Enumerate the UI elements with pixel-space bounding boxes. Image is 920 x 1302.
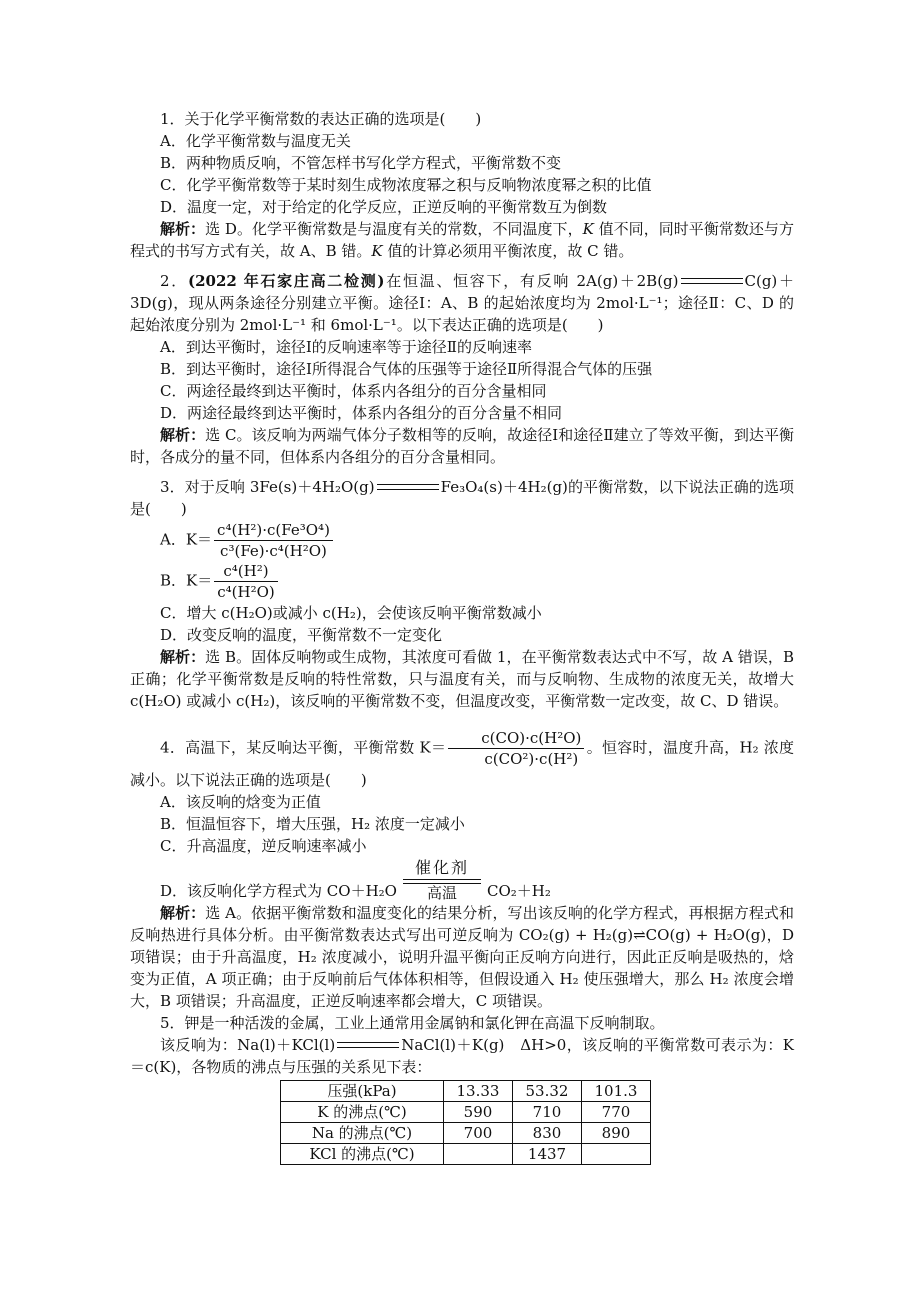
question-2: [130, 270, 794, 468]
fraction-numerator: c(CO)·c(H²O): [448, 728, 584, 749]
question-4-option-b: B．恒温恒容下，增大压强，H₂ 浓度一定减小: [160, 815, 465, 833]
table-cell: 710: [513, 1102, 582, 1123]
question-1-option-d: D．温度一定，对于给定的化学反应，正逆反响的平衡常数互为倒数: [160, 198, 608, 216]
question-4-analysis: [130, 902, 794, 1012]
question-1-option-a: A．化学平衡常数与温度无关: [160, 132, 351, 150]
option-prefix: B．K＝: [160, 571, 213, 590]
question-3-option-a: [130, 520, 794, 561]
analysis-label: 解析：: [160, 220, 206, 238]
question-3: [130, 476, 794, 712]
fraction: [214, 561, 278, 602]
option-prefix: A．K＝: [160, 530, 213, 549]
question-source: (2022 年石家庄高二检测): [187, 272, 385, 290]
table-row: [281, 1123, 651, 1144]
question-4-option-a: A．该反响的焓变为正值: [160, 793, 321, 811]
question-2-stem: [130, 270, 794, 336]
question-1-analysis: [130, 218, 794, 262]
question-2-option-b: B．到达平衡时，途径Ⅰ所得混合气体的压强等于途径Ⅱ所得混合气体的压强: [160, 360, 653, 378]
table-header-cell: 压强(kPa): [281, 1081, 444, 1102]
stem-text: 3．对于反响 3Fe(s)＋4H₂O(g): [160, 478, 375, 496]
stem-text: C(g)＋3D(g)，现从两条途径分别建立平衡。途径Ⅰ：A、B 的起始浓度均为 2mol·L⁻¹；途径Ⅱ：C、D 的起始浓度分别为 2mol·L⁻¹ 和 6mol·L⁻¹。以下表达正确的选项是( ): [130, 272, 794, 334]
boiling-point-table: [280, 1080, 651, 1165]
question-1-option-b: B．两种物质反响，不管怎样书写化学方程式，平衡常数不变: [160, 154, 562, 172]
question-4-stem: [130, 728, 794, 791]
question-1: [130, 108, 794, 262]
question-3-option-b: [130, 561, 794, 602]
table-cell: K 的沸点(℃): [281, 1102, 444, 1123]
stem-text: 在恒温、恒容下，有反响 2A(g)＋2B(g): [384, 272, 679, 290]
table-cell: [444, 1144, 513, 1165]
question-5: [130, 1012, 794, 1165]
table-header-cell: 101.3: [582, 1081, 651, 1102]
table-header-row: [281, 1081, 651, 1102]
option-text: CO₂＋H₂: [486, 882, 551, 900]
option-text: D．该反响化学方程式为 CO＋H₂O: [160, 882, 397, 900]
analysis-label: 解析：: [160, 426, 206, 444]
analysis-text: 值不同，同时平衡常数还与方程式的书写方式有关，故 A、B 错。: [130, 220, 794, 260]
table-cell: 890: [582, 1123, 651, 1144]
table-cell: 700: [444, 1123, 513, 1144]
stem-text: 4．高温下，某反响达平衡，平衡常数 K＝: [160, 738, 447, 757]
question-1-stem: 1．关于化学平衡常数的表达正确的选项是( ): [160, 110, 482, 128]
fraction: [448, 728, 584, 769]
condition-label: 高温: [403, 883, 481, 902]
reversible-arrow-icon: [377, 483, 439, 493]
catalyst-label: 催化剂: [403, 857, 481, 880]
question-3-analysis: [130, 646, 794, 712]
fraction-numerator: c⁴(H²): [214, 561, 278, 582]
analysis-label: 解析：: [160, 648, 206, 666]
question-2-option-d: D．两途径最终到达平衡时，体系内各组分的百分含量不相同: [160, 404, 563, 422]
table-header-cell: 13.33: [444, 1081, 513, 1102]
table-cell: 770: [582, 1102, 651, 1123]
table-cell: 830: [513, 1123, 582, 1144]
fraction-denominator: c(CO²)·c(H²): [484, 750, 579, 768]
document-page: [130, 108, 794, 1165]
question-1-option-c: C．化学平衡常数等于某时刻生成物浓度幂之积与反响物浓度幂之积的比值: [160, 176, 652, 194]
stem-text: NaCl(l)＋K(g) ΔH>0，该反响的平衡常数可表示为：K＝c(K)，各物质的沸点与压强的关系见下表：: [130, 1036, 794, 1076]
fraction-numerator: c⁴(H²)·c(Fe³O⁴): [214, 520, 333, 541]
fraction: [214, 520, 333, 561]
stem-text: 该反响为：Na(l)＋KCl(l): [160, 1036, 336, 1054]
question-2-option-c: C．两途径最终到达平衡时，体系内各组分的百分含量相同: [160, 382, 547, 400]
reversible-arrow-icon: [337, 1041, 399, 1051]
question-5-stem: 5．钾是一种活泼的金属，工业上通常用金属钠和氯化钾在高温下反响制取。: [160, 1014, 665, 1032]
table-cell: [582, 1144, 651, 1165]
question-3-option-c: C．增大 c(H₂O)或减小 c(H₂)，会使该反响平衡常数减小: [160, 604, 542, 622]
stem-text: 。恒容时，温度升高，H₂ 浓度减小。以下说法正确的选项是( ): [130, 738, 794, 789]
k-symbol: K: [371, 242, 383, 260]
table-row: [281, 1102, 651, 1123]
table-row: [281, 1144, 651, 1165]
reversible-arrow-icon: [681, 277, 743, 287]
question-2-option-a: A．到达平衡时，途径Ⅰ的反响速率等于途径Ⅱ的反响速率: [160, 338, 532, 356]
analysis-text: 选 C。该反响为两端气体分子数相等的反响，故途径Ⅰ和途径Ⅱ建立了等效平衡，到达平衡时，各成分的量不同，但体系内各组分的百分含量相同。: [130, 426, 794, 466]
k-symbol: K: [582, 220, 594, 238]
question-4-option-d: [130, 857, 794, 902]
question-3-stem: [130, 476, 794, 520]
reaction-condition-arrow: [403, 857, 481, 902]
question-4: [130, 728, 794, 1012]
question-2-analysis: [130, 424, 794, 468]
table-header-cell: 53.32: [513, 1081, 582, 1102]
question-5-reaction: [130, 1034, 794, 1078]
table-cell: 590: [444, 1102, 513, 1123]
analysis-text: 值的计算必须用平衡浓度，故 C 错。: [387, 242, 634, 260]
analysis-text: 选 D。化学平衡常数是与温度有关的常数，不同温度下，: [205, 220, 583, 238]
question-4-option-c: C．升高温度，逆反响速率减小: [160, 837, 367, 855]
table-cell: Na 的沸点(℃): [281, 1123, 444, 1144]
table-cell: KCl 的沸点(℃): [281, 1144, 444, 1165]
fraction-denominator: c³(Fe)·c⁴(H²O): [220, 542, 327, 560]
stem-text: Fe₃O₄(s)＋4H₂(g)的平衡常数，以下说法正确的选项是( ): [130, 478, 794, 518]
table-cell: 1437: [513, 1144, 582, 1165]
fraction-denominator: c⁴(H²O): [217, 583, 275, 601]
question-3-option-d: D．改变反响的温度，平衡常数不一定变化: [160, 626, 443, 644]
analysis-label: 解析：: [160, 904, 206, 922]
analysis-text: 选 B。固体反响物或生成物，其浓度可看做 1，在平衡常数表达式中不写，故 A 错误，B 正确；化学平衡常数是反响的特性常数，只与温度有关，而与反响物、生成物的浓度无关，故增大 c(H₂O) 或减小 c(H₂)，该反响的平衡常数不变，但温度改变，平衡常数一定改变，故 C、D 错误。: [130, 648, 794, 710]
question-number: 2．: [160, 272, 188, 290]
analysis-text: 选 A。依据平衡常数和温度变化的结果分析，写出该反响的化学方程式，再根据方程式和反响热进行具体分析。由平衡常数表达式写出可逆反响为 CO₂(g) + H₂(g)⇌CO(g) + H₂O(g)，D 项错误；由于升高温度，H₂ 浓度减小，说明升温平衡向正反响方向进行，因此正反响是吸热的，焓变为正值，A 项正确；由于反响前后气体体积相等，但假设通入 H₂ 使压强增大，那么 H₂ 浓度会增大，B 项错误；升高温度，正逆反响速率都会增大，C 项错误。: [130, 904, 794, 1010]
